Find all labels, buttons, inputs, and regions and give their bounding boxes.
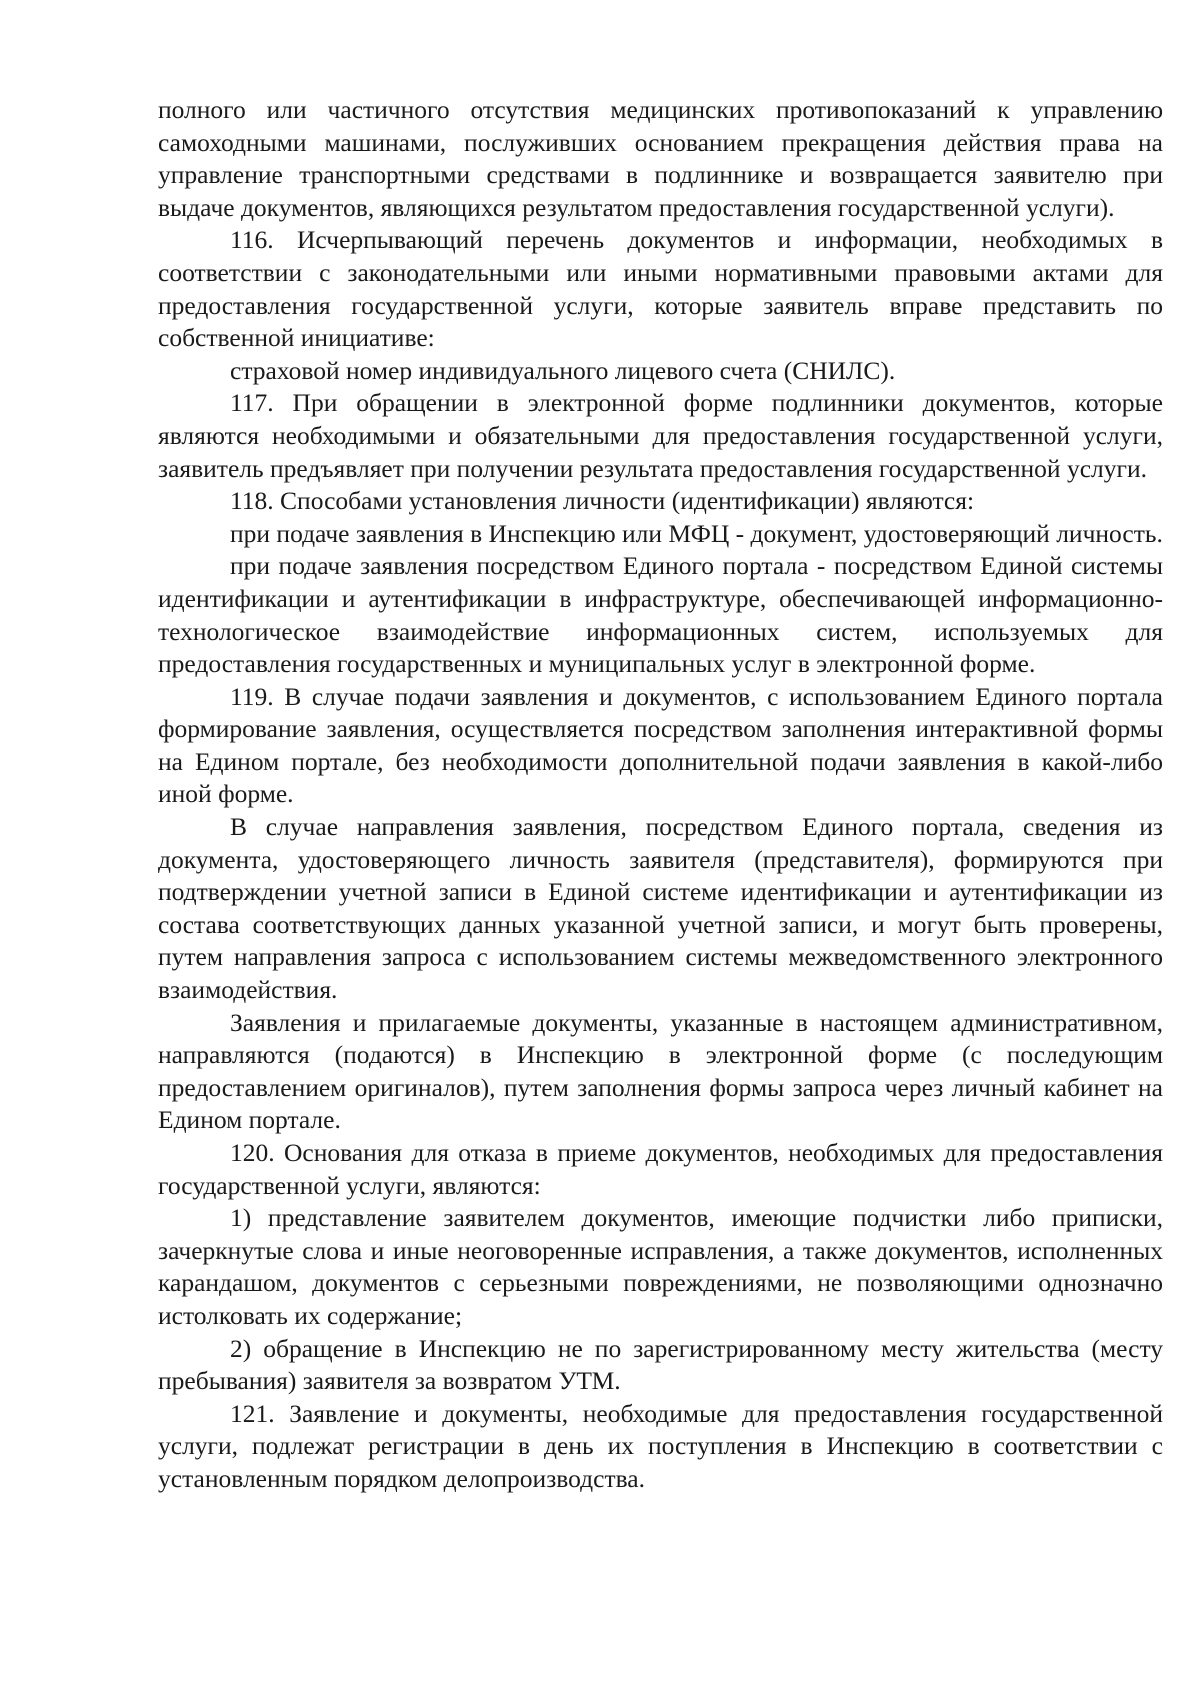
paragraph-116: 116. Исчерпывающий перечень документов и информации, необходимых в соответствии с законодательными или иными нормативными правовыми актами для предоставления государственной услуги, которые заявитель вправе представить по собственной инициативе:: [158, 225, 1163, 353]
paragraph-119: 119. В случае подачи заявления и документов, с использованием Единого портала формирование заявления, осуществляется посредством заполнения интерактивной формы на Едином портале, без необходимости дополнительной подачи заявления в какой-либо иной форме.: [158, 681, 1163, 809]
paragraph-continuation: полного или частичного отсутствия медицинских противопоказаний к управлению самоходными машинами, послуживших основанием прекращения действия права на управление транспортными средствами в подлиннике и возвращается заявителю при выдаче документов, являющихся результатом предоставления государственной услуги).: [158, 95, 1163, 222]
paragraph-118-portal: при подаче заявления посредством Единого портала - посредством Единой системы идентификации и аутентификации в инфраструктуре, обеспечивающей информационно-технологическое взаимодействие информационных систем, используемых для предоставления государственных и муниципальных услуг в электронной форме.: [158, 551, 1163, 679]
paragraph-snils: страховой номер индивидуального лицевого счета (СНИЛС).: [230, 355, 896, 385]
paragraph-120-item-1: 1) представление заявителем документов, имеющие подчистки либо приписки, зачеркнутые слова и иные неоговоренные исправления, а также документов, исполненных карандашом, документов с серьезными повреждениями, не позволяющими однозначно истолковать их содержание;: [158, 1203, 1163, 1330]
paragraph-120-item-2: 2) обращение в Инспекцию не по зарегистрированному месту жительства (месту пребывания) заявителя за возвратом УТМ.: [158, 1333, 1163, 1396]
paragraph-119-applications: Заявления и прилагаемые документы, указанные в настоящем административном, направляются (подаются) в Инспекцию в электронной форме (с последующим предоставлением оригиналов), путем заполнения формы запроса через личный кабинет на Едином портале.: [158, 1007, 1163, 1135]
paragraph-117: 117. При обращении в электронной форме подлинники документов, которые являются необходимыми и обязательными для предоставления государственной услуги, заявитель предъявляет при получении результата предоставления государственной услуги.: [158, 388, 1163, 483]
paragraph-118: 118. Способами установления личности (идентификации) являются:: [230, 486, 975, 516]
paragraph-120: 120. Основания для отказа в приеме документов, необходимых для предоставления государственной услуги, являются:: [158, 1138, 1163, 1200]
paragraph-119-identity: В случае направления заявления, посредством Единого портала, сведения из документа, удостоверяющего личность заявителя (представителя), формируются при подтверждении учетной записи в Единой системе идентификации и аутентификации из состава соответствующих данных указанной учетной записи, и могут быть проверены, путем направления запроса с использованием системы межведомственного электронного взаимодействия.: [158, 812, 1163, 1005]
paragraph-121: 121. Заявление и документы, необходимые для предоставления государственной услуги, подлежат регистрации в день их поступления в Инспекцию в соответствии с установленным порядком делопроизводства.: [158, 1398, 1163, 1493]
document-body: [158, 94, 1163, 1496]
paragraph-118-inspection: при подаче заявления в Инспекцию или МФЦ - документ, удостоверяющий личность.: [230, 518, 1163, 548]
